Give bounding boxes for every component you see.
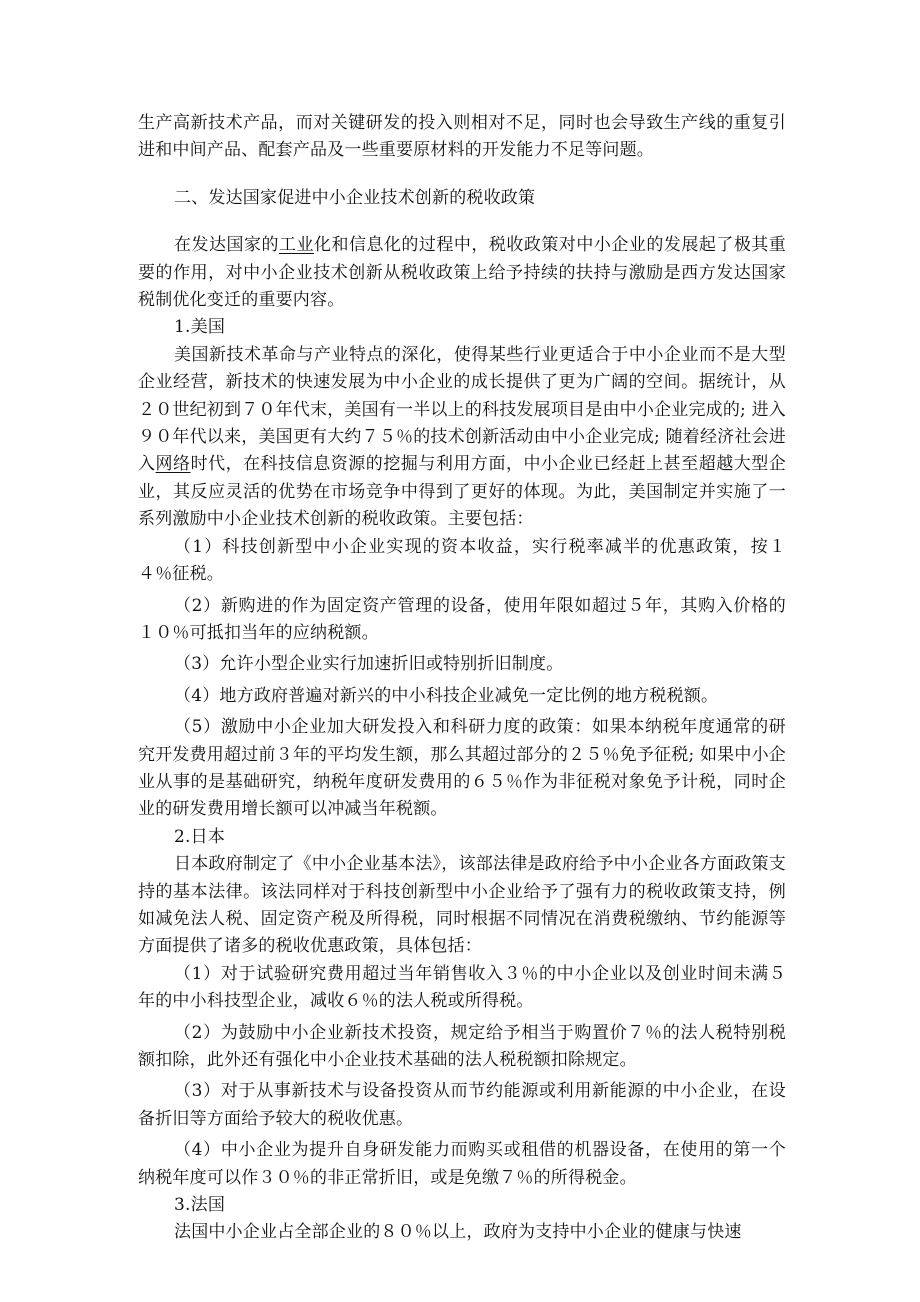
subheading-japan: 2.日本 [174,826,226,847]
japan-item-1: （1）对于试验研究费用超过当年销售收入３％的中小企业以及创业时间未满５年的中小科技型企业，减收６％的法人税或所得税。 [138,963,786,1012]
usa-item-5: （5）激励中小企业加大研发投入和科研力度的政策：如果本纳税年度通常的研究开发费用超过前３年的平均发生额，那么其超过部分的２５％免予征税; 如果中小企业从事的是基础研究，纳税年度研发费用的６５％作为非征税对象免予计税，同时企业的研发费用增长额可以冲减当年税额。 [138,717,786,820]
overview-text-after: 化和信息化的过程中，税收政策对中小企业的发展起了极其重要的作用，对中小企业技术创新从税收政策上给予持续的扶持与激励是西方发达国家税制优化变迁的重要内容。 [138,235,787,311]
usa-item-1: （1）科技创新型中小企业实现的资本收益，实行税率减半的优惠政策，按１４％征税。 [138,536,786,585]
subheading-france: 3.法国 [174,1195,226,1216]
japan-item-2: （2）为鼓励中小企业新技术投资，规定给予相当于购置价７％的法人税特别税额扣除，此外还有强化中小企业技术基础的法人税税额扣除规定。 [138,1022,786,1070]
paragraph-france: 法国中小企业占全部企业的８０％以上，政府为支持中小企业的健康与快速 [174,1222,742,1243]
japan-item-3: （3）对于从事新技术与设备投资从而节约能源或利用新能源的中小企业，在设备折旧等方面给予较大的税收优惠。 [138,1081,786,1129]
link-industry[interactable]: 工业 [278,235,314,256]
paragraph-japan: 日本政府制定了《中小企业基本法》，该部法律是政府给予中小企业各方面政策支持的基本法律。该法同样对于科技创新型中小企业给予了强有力的税收政策支持，例如减免法人税、固定资产税及所得税，同时根据不同情况在消费税缴纳、节约能源等方面提供了诸多的税收优惠政策，具体包括： [138,854,786,957]
paragraph-overview [138,232,786,314]
link-network[interactable]: 网络 [155,454,191,475]
overview-text-before: 在发达国家的 [174,235,279,256]
subheading-usa: 1.美国 [174,317,226,338]
section-heading: 二、发达国家促进中小企业技术创新的税收政策 [174,187,536,208]
usa-text-a: 美国新技术革命与产业特点的深化，使得某些行业更适合于中小企业而不是大型企业经营，新技术的快速发展为中小企业的成长提供了更为广阔的空间。据统计，从２０世纪初到７０年代末，美国有一半以上的科技发展项目是由中小企业完成的; 进入９０年代以来，美国更有大约７５％的技术创新活动由中小企业完成; 随着经济社会进入 [138,344,786,475]
usa-text-b: 时代，在科技信息资源的挖掘与利用方面，中小企业已经赶上甚至超越大型企业，其反应灵活的优势在市场竞争中得到了更好的体现。为此，美国制定并实施了一系列激励中小企业技术创新的税收政策。主要包括： [138,454,786,530]
document-body [138,110,786,1247]
paragraph-usa [138,342,786,534]
japan-item-4: （4）中小企业为提升自身研发能力而购买或租借的机器设备，在使用的第一个纳税年度可以作３０％的非正常折旧，或是免缴７％的所得税金。 [138,1140,786,1188]
usa-item-3: （3）允许小型企业实行加速折旧或特别折旧制度。 [174,654,564,675]
usa-item-2: （2）新购进的作为固定资产管理的设备，使用年限如超过５年，其购入价格的１０％可抵扣当年的应纳税额。 [138,595,786,643]
usa-item-4: （4）地方政府普遍对新兴的中小科技企业减免一定比例的地方税税额。 [174,685,719,706]
paragraph-intro: 生产高新技术产品，而对关键研发的投入则相对不足，同时也会导致生产线的重复引进和中间产品、配套产品及一些重要原材料的开发能力不足等问题。 [138,113,786,161]
